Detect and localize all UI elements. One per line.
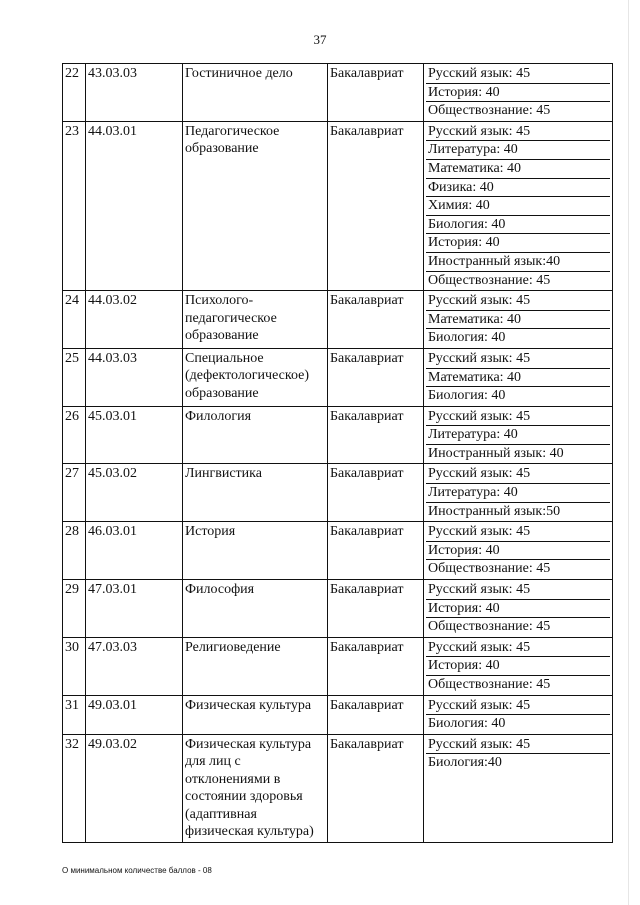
program-name-cell: История	[183, 522, 328, 580]
subject-min-score: Обществознание: 45	[428, 619, 551, 635]
subject-min-score: Русский язык: 45	[426, 292, 610, 311]
education-level-cell: Бакалавриат	[328, 348, 424, 406]
subjects-cell	[424, 522, 613, 580]
subject-min-score: Русский язык: 45	[426, 408, 610, 427]
subject-min-score: Русский язык: 45	[426, 523, 610, 542]
subject-min-score: Математика: 40	[426, 160, 610, 179]
education-level-cell: Бакалавриат	[328, 464, 424, 522]
subjects-cell	[424, 406, 613, 464]
subject-min-score: Математика: 40	[426, 369, 610, 388]
row-number-cell: 29	[63, 580, 86, 638]
row-number-cell: 31	[63, 695, 86, 734]
program-code-cell: 49.03.02	[86, 734, 183, 842]
table-row	[63, 695, 613, 734]
program-code-cell: 45.03.02	[86, 464, 183, 522]
program-name-cell: Религиоведение	[183, 637, 328, 695]
table-row	[63, 64, 613, 122]
program-code-cell: 44.03.02	[86, 291, 183, 349]
subject-min-score: Физика: 40	[426, 179, 610, 198]
subject-min-score: Обществознание: 45	[428, 561, 551, 577]
program-name-cell: Философия	[183, 580, 328, 638]
table-row	[63, 734, 613, 842]
subject-min-score: Русский язык: 45	[426, 581, 610, 600]
program-name-cell: Физическая культура для лиц с отклонениями в состоянии здоровья (адаптивная физическая культура)	[183, 734, 328, 842]
subject-min-score: Русский язык: 45	[426, 736, 610, 755]
subject-min-score: Русский язык: 45	[426, 350, 610, 369]
subjects-cell	[424, 580, 613, 638]
subject-min-score: Биология: 40	[428, 716, 506, 732]
program-code-cell: 44.03.01	[86, 121, 183, 290]
table-row	[63, 637, 613, 695]
page-number: 37	[313, 32, 327, 47]
row-number-cell: 23	[63, 121, 86, 290]
subjects-cell	[424, 734, 613, 842]
subjects-cell	[424, 695, 613, 734]
subject-min-score: Литература: 40	[426, 141, 610, 160]
row-number-cell: 24	[63, 291, 86, 349]
table-body	[63, 64, 613, 843]
subject-min-score: Химия: 40	[426, 197, 610, 216]
program-name-cell: Педагогическое образование	[183, 121, 328, 290]
table-row	[63, 348, 613, 406]
subject-min-score: Биология: 40	[426, 216, 610, 235]
program-code-cell: 47.03.01	[86, 580, 183, 638]
table-row	[63, 406, 613, 464]
subject-min-score: История: 40	[426, 84, 610, 103]
program-code-cell: 44.03.03	[86, 348, 183, 406]
subject-min-score: История: 40	[426, 600, 610, 619]
program-code-cell: 49.03.01	[86, 695, 183, 734]
subjects-cell	[424, 464, 613, 522]
program-name-cell: Психолого-педагогическое образование	[183, 291, 328, 349]
subject-min-score: Русский язык: 45	[426, 123, 610, 142]
subject-min-score: Иностранный язык: 40	[428, 445, 564, 461]
row-number-cell: 28	[63, 522, 86, 580]
subject-min-score: Биология: 40	[428, 330, 506, 346]
row-number-cell: 32	[63, 734, 86, 842]
row-number-cell: 26	[63, 406, 86, 464]
table-row	[63, 464, 613, 522]
subjects-cell	[424, 291, 613, 349]
subject-min-score: Литература: 40	[426, 484, 610, 503]
subject-min-score: История: 40	[426, 542, 610, 561]
subject-min-score: Математика: 40	[426, 311, 610, 330]
subjects-cell	[424, 64, 613, 122]
program-code-cell: 47.03.03	[86, 637, 183, 695]
program-name-cell: Лингвистика	[183, 464, 328, 522]
program-code-cell: 43.03.03	[86, 64, 183, 122]
table-row	[63, 291, 613, 349]
table-row	[63, 580, 613, 638]
program-name-cell: Специальное (дефектологическое) образование	[183, 348, 328, 406]
table-row	[63, 522, 613, 580]
education-level-cell: Бакалавриат	[328, 637, 424, 695]
education-level-cell: Бакалавриат	[328, 406, 424, 464]
subjects-cell	[424, 121, 613, 290]
education-level-cell: Бакалавриат	[328, 522, 424, 580]
education-level-cell: Бакалавриат	[328, 695, 424, 734]
program-name-cell: Филология	[183, 406, 328, 464]
subject-min-score: Русский язык: 45	[426, 65, 610, 84]
row-number-cell: 30	[63, 637, 86, 695]
education-level-cell: Бакалавриат	[328, 121, 424, 290]
subjects-cell	[424, 637, 613, 695]
education-level-cell: Бакалавриат	[328, 291, 424, 349]
scan-edge-line	[628, 0, 629, 905]
subject-min-score: Биология: 40	[428, 388, 506, 404]
admission-scores-table	[62, 63, 613, 843]
subject-min-score: История: 40	[426, 234, 610, 253]
subject-min-score: Обществознание: 45	[428, 272, 551, 288]
subject-min-score: Русский язык: 45	[426, 465, 610, 484]
subject-min-score: Русский язык: 45	[426, 697, 610, 716]
subject-min-score: История: 40	[426, 657, 610, 676]
subject-min-score: Иностранный язык:50	[428, 503, 561, 519]
row-number-cell: 27	[63, 464, 86, 522]
program-code-cell: 45.03.01	[86, 406, 183, 464]
subject-min-score: Иностранный язык:40	[426, 253, 610, 272]
program-name-cell: Физическая культура	[183, 695, 328, 734]
education-level-cell: Бакалавриат	[328, 734, 424, 842]
subjects-cell	[424, 348, 613, 406]
subject-min-score: Русский язык: 45	[426, 639, 610, 658]
row-number-cell: 22	[63, 64, 86, 122]
row-number-cell: 25	[63, 348, 86, 406]
education-level-cell: Бакалавриат	[328, 64, 424, 122]
program-code-cell: 46.03.01	[86, 522, 183, 580]
subject-min-score: Обществознание: 45	[428, 103, 551, 119]
subject-min-score: Литература: 40	[426, 426, 610, 445]
footer-text: О минимальном количестве баллов - 08	[62, 866, 212, 875]
table-row	[63, 121, 613, 290]
education-level-cell: Бакалавриат	[328, 580, 424, 638]
subject-min-score: Обществознание: 45	[428, 677, 551, 692]
subject-min-score: Биология:40	[428, 755, 502, 771]
program-name-cell: Гостиничное дело	[183, 64, 328, 122]
